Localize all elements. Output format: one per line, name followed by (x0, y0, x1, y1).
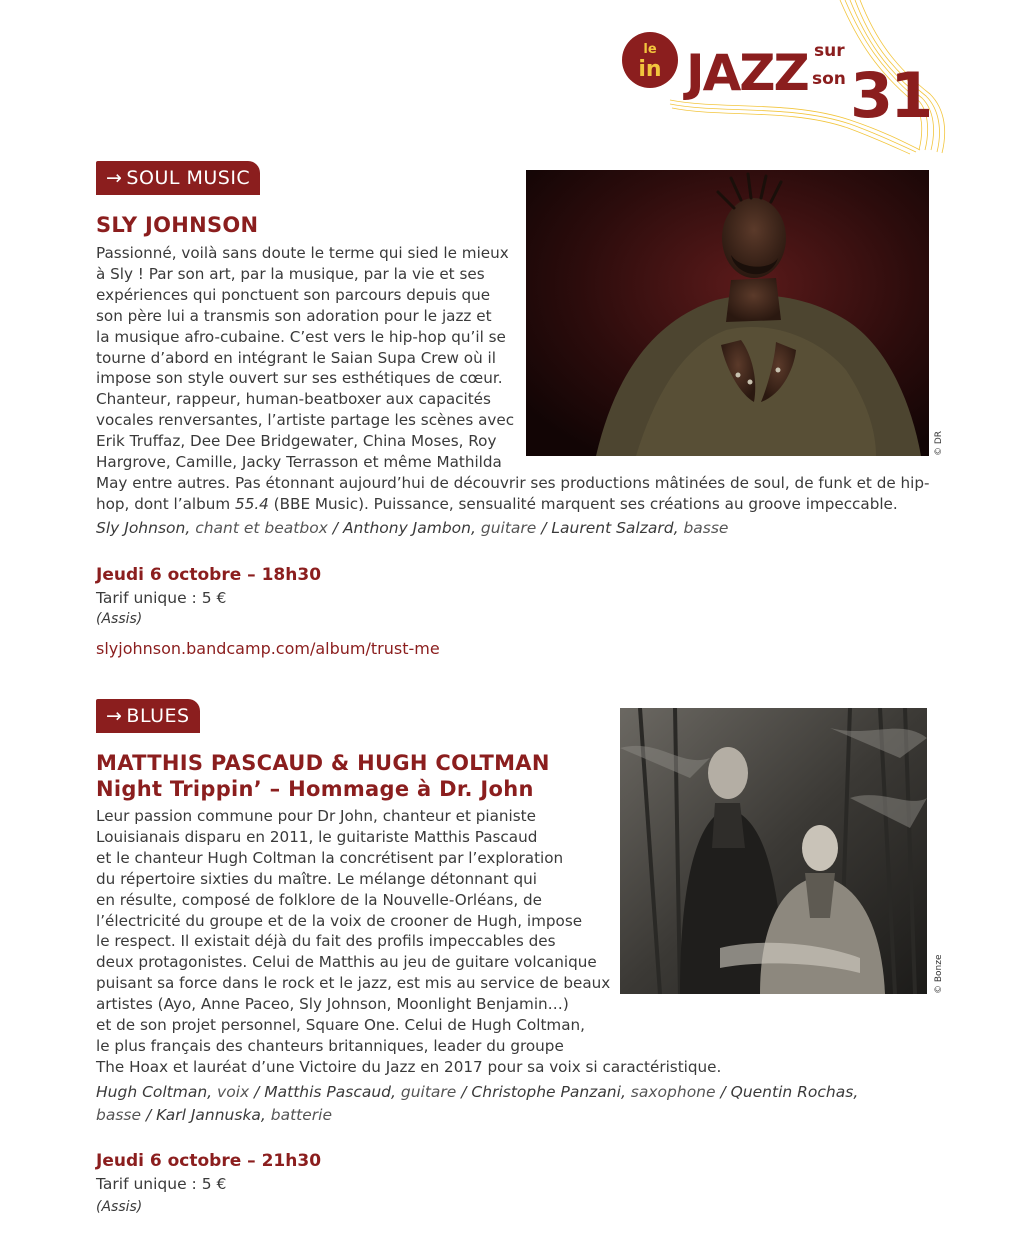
musician-name: Laurent Salzard, (551, 519, 679, 537)
logo-le: le (643, 42, 657, 57)
event-description-sly-johnson (96, 243, 936, 515)
musician-role: voix (212, 1083, 250, 1101)
description-line: à Sly ! Par son art, par la musique, par la vie et ses (96, 264, 485, 283)
musician-role: basse (678, 519, 729, 537)
credits-line: basse / Karl Jannuska, batterie (96, 1106, 333, 1124)
description-line: Chanteur, rappeur, human-beatboxer aux capacités (96, 390, 491, 409)
logo-31: 31 (850, 59, 931, 132)
album-title: 55.4 (235, 494, 269, 513)
jazz-sur-son-31-logo (600, 0, 950, 155)
musician-role: saxophone (625, 1083, 716, 1101)
musician-credits-sly-johnson: Sly Johnson, chant et beatbox / Anthony Jambon, guitare / Laurent Salzard, basse (96, 519, 729, 537)
musician-name: Christophe Panzani, (471, 1083, 626, 1101)
description-line: du répertoire sixties du maître. Le mélange détonnant qui (96, 869, 537, 888)
musician-name: Hugh Coltman, (96, 1083, 213, 1101)
photo-credit-bonze: © Bonze (934, 954, 944, 994)
musician-role: guitare (395, 1083, 457, 1101)
description-line: Leur passion commune pour Dr John, chanteur et pianiste (96, 807, 536, 825)
description-line: Hargrove, Camille, Jacky Terrasson et même Mathilda (96, 453, 502, 472)
musician-role: guitare (475, 519, 537, 537)
description-line: expériences qui ponctuent son parcours depuis que (96, 285, 491, 304)
description-line: The Hoax et lauréat d’une Victoire du Jazz en 2017 pour sa voix si caractéristique. (96, 1057, 722, 1076)
event-date-sly-johnson: Jeudi 6 octobre – 18h30 (96, 565, 322, 585)
description-line: vocales renversantes, l’artiste partage les scènes avec (96, 411, 515, 430)
event-price: Tarif unique : 5 € (96, 589, 227, 607)
event-seating: (Assis) (96, 611, 143, 627)
description-line: puisant sa force dans le rock et le jazz, est mis au service de beaux (96, 974, 611, 993)
event-subtitle-night-trippin: Night Trippin’ – Hommage à Dr. John (96, 777, 534, 801)
description-line: son père lui a transmis son adoration pour le jazz et (96, 306, 492, 325)
description-line: deux protagonistes. Celui de Matthis au jeu de guitare volcanique (96, 953, 597, 972)
credits-line: Hugh Coltman, voix / Matthis Pascaud, guitare / Christophe Panzani, saxophone / Quentin Rochas, (96, 1083, 859, 1101)
event-description-pascaud-coltman (96, 806, 936, 1078)
musician-name: Quentin Rochas, (730, 1083, 859, 1101)
photo-credit-dr: © DR (934, 430, 944, 456)
description-line: hop, dont l’album 55.4 (BBE Music). Puissance, sensualité marquent ses créations au groove impeccable. (96, 494, 898, 513)
category-tag-soul-music (96, 161, 260, 195)
arrow-right-icon: → (106, 167, 123, 189)
description-line: et le chanteur Hugh Coltman la concrétisent par l’exploration (96, 848, 564, 867)
category-tag-label: BLUES (126, 705, 190, 727)
arrow-right-icon: → (106, 705, 123, 727)
musician-role: batterie (265, 1106, 333, 1124)
description-line: le plus français des chanteurs britanniques, leader du groupe (96, 1036, 564, 1055)
event-seating: (Assis) (96, 1199, 143, 1215)
musician-name: Anthony Jambon, (342, 519, 476, 537)
description-line: artistes (Ayo, Anne Paceo, Sly Johnson, Moonlight Benjamin…) (96, 995, 569, 1014)
logo-son: son (812, 69, 846, 89)
event-price: Tarif unique : 5 € (96, 1175, 227, 1193)
description-line: l’électricité du groupe et de la voix de crooner de Hugh, impose (96, 911, 583, 930)
musician-name: Matthis Pascaud, (264, 1083, 396, 1101)
description-line: en résulte, composé de folklore de la Nouvelle-Orléans, de (96, 890, 542, 909)
description-line: Erik Truffaz, Dee Dee Bridgewater, China Moses, Roy (96, 432, 497, 451)
musician-credits-pascaud-coltman (96, 1081, 936, 1127)
musician-name: Sly Johnson, (96, 519, 191, 537)
description-line: tourne d’abord en intégrant le Saian Supa Crew où il (96, 348, 496, 367)
description-line: le respect. Il existait déjà du fait des profils impeccables des (96, 932, 556, 951)
logo-jazz: JAZZ (686, 44, 808, 102)
category-tag-label: SOUL MUSIC (126, 167, 251, 189)
description-line: Passionné, voilà sans doute le terme qui sied le mieux (96, 244, 509, 262)
artist-link-bandcamp[interactable]: slyjohnson.bandcamp.com/album/trust-me (96, 639, 440, 658)
event-date-pascaud-coltman: Jeudi 6 octobre – 21h30 (96, 1151, 322, 1171)
description-line: la musique afro-cubaine. C’est vers le hip-hop qu’il se (96, 327, 506, 346)
logo-sur: sur (814, 41, 845, 61)
musician-role: chant et beatbox (190, 519, 328, 537)
description-line: Louisianais disparu en 2011, le guitariste Matthis Pascaud (96, 827, 538, 846)
event-title-pascaud-coltman: MATTHIS PASCAUD & HUGH COLTMAN (96, 751, 550, 775)
musician-name: Karl Jannuska, (156, 1106, 266, 1124)
description-line: May entre autres. Pas étonnant aujourd’hui de découvrir ses productions mâtinées de soul, de funk et de hip- (96, 473, 930, 492)
event-title-sly-johnson: SLY JOHNSON (96, 213, 259, 237)
logo-in: in (638, 57, 662, 82)
musician-role: basse (96, 1106, 142, 1124)
description-line: et de son projet personnel, Square One. Celui de Hugh Coltman, (96, 1016, 585, 1035)
category-tag-blues (96, 699, 200, 733)
description-line: impose son style ouvert sur ses esthétiques de cœur. (96, 369, 503, 388)
